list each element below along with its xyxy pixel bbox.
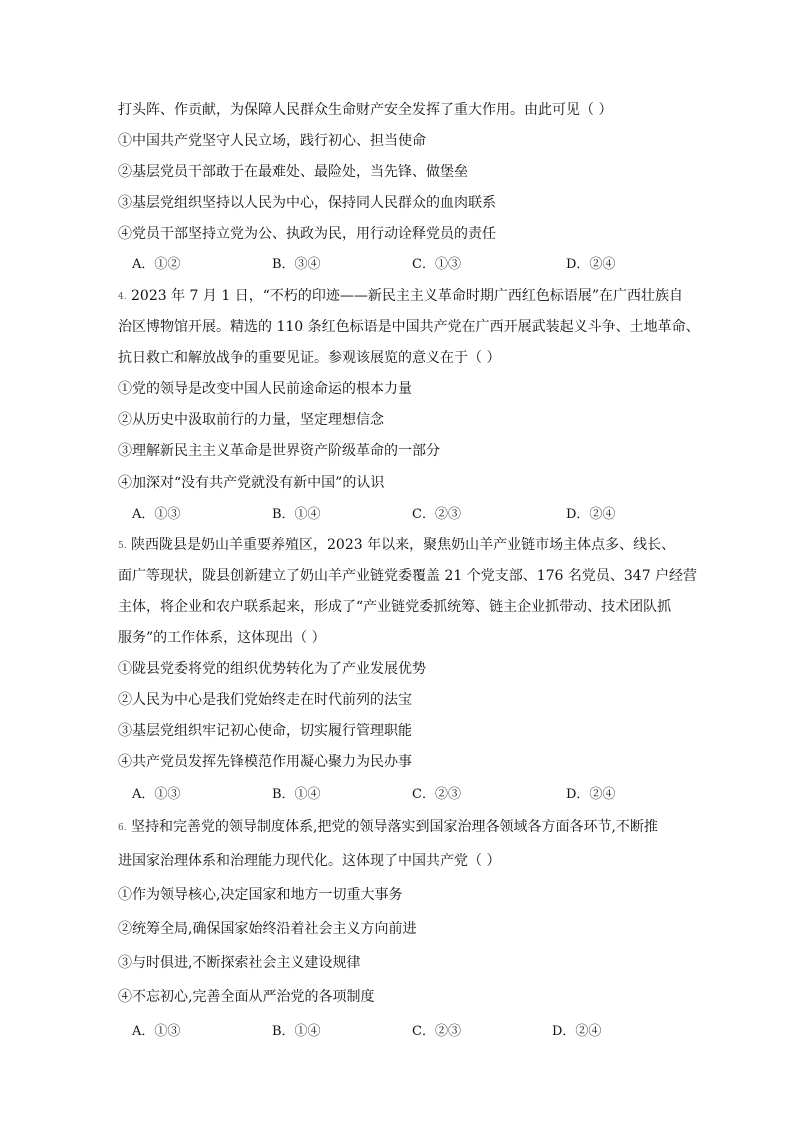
answer-item: ③基层党组织牢记初心使命，切实履行管理职能 xyxy=(118,723,412,739)
option-a: A．①② xyxy=(132,257,181,272)
option-c: C．②③ xyxy=(412,787,461,802)
answer-item: ②统筹全局,确保国家始终沿着社会主义方向前进 xyxy=(118,921,417,937)
question-stem: 治区博物馆开展。精选的 110 条红色标语是中国共产党在广西开展武装起义斗争、土地革命、 xyxy=(118,319,700,335)
answer-item: ①作为领导核心,决定国家和地方一切重大事务 xyxy=(118,887,403,903)
question-stem: 抗日救亡和解放战争的重要见证。参观该展览的意义在于（ ） xyxy=(118,350,501,366)
option-c: C．②③ xyxy=(412,507,461,522)
answer-item: ②基层党员干部敢于在最难处、最险处，当先锋、做堡垒 xyxy=(118,164,468,180)
answer-item: ③基层党组织坚持以人民为中心，保持同人民群众的血肉联系 xyxy=(118,195,496,211)
answer-item: ④加深对“没有共产党就没有新中国”的认识 xyxy=(118,475,385,491)
answer-item: ①陇县党委将党的组织优势转化为了产业发展优势 xyxy=(118,661,426,677)
option-b: B．①④ xyxy=(272,1024,321,1039)
option-c: C．②③ xyxy=(412,1024,461,1039)
option-b: B．①④ xyxy=(272,787,321,802)
option-a: A．①③ xyxy=(132,507,181,522)
options-row xyxy=(132,785,692,805)
question-stem: 坚持和完善党的领导制度体系,把党的领导落实到国家治理各领域各方面各环节,不断推 xyxy=(131,819,658,835)
answer-item: ①中国共产党坚守人民立场，践行初心、担当使命 xyxy=(118,133,426,149)
option-d: D．②④ xyxy=(566,787,616,802)
question-stem: 2023 年 7 月 1 日，“不朽的印迹——新民主主义革命时期广西红色标语展”在广西壮族自 xyxy=(131,288,684,304)
answer-item: ②从历史中汲取前行的力量，坚定理想信念 xyxy=(118,412,384,428)
question-stem: 陕西陇县是奶山羊重要养殖区，2023 年以来，聚焦奶山羊产业链市场主体点多、线长、 xyxy=(131,537,676,553)
answer-item: ④党员干部坚持立党为公、执政为民，用行动诠释党员的责任 xyxy=(118,226,496,242)
answer-item: ①党的领导是改变中国人民前途命运的根本力量 xyxy=(118,381,412,397)
question-stem: 进国家治理体系和治理能力现代化。这体现了中国共产党（ ） xyxy=(118,853,501,869)
options-row xyxy=(132,1022,692,1042)
question-number: 5. xyxy=(118,541,127,551)
option-d: D．②④ xyxy=(552,1024,602,1039)
answer-item: ④不忘初心,完善全面从严治党的各项制度 xyxy=(118,989,375,1005)
option-c: C．①③ xyxy=(412,257,461,272)
option-a: A．①③ xyxy=(132,787,181,802)
answer-item: ④共产党员发挥先锋模范作用凝心聚力为民办事 xyxy=(118,754,412,770)
option-b: B．①④ xyxy=(272,507,321,522)
answer-item: ③理解新民主主义革命是世界资产阶级革命的一部分 xyxy=(118,443,440,459)
question-number: 4. xyxy=(118,292,127,302)
question-stem: 主体，将企业和农户联系起来，形成了“产业链党委抓统筹、链主企业抓带动、技术团队抓 xyxy=(118,599,672,615)
answer-item: ②人民为中心是我们党始终走在时代前列的法宝 xyxy=(118,692,412,708)
question-number: 6. xyxy=(118,823,127,833)
question-stem: 服务”的工作体系，这体现出（ ） xyxy=(118,630,326,646)
option-d: D．②④ xyxy=(566,257,616,272)
option-b: B．③④ xyxy=(272,257,321,272)
answer-item: ③与时俱进,不断探索社会主义建设规律 xyxy=(118,955,361,971)
question-stem: 打头阵、作贡献，为保障人民群众生命财产安全发挥了重大作用。由此可见（ ） xyxy=(118,102,613,118)
option-d: D．②④ xyxy=(566,507,616,522)
options-row xyxy=(132,505,692,525)
option-a: A．①③ xyxy=(132,1024,181,1039)
options-row xyxy=(132,255,692,275)
question-stem: 面广等现状，陇县创新建立了奶山羊产业链党委覆盖 21 个党支部、176 名党员、347 户经营 xyxy=(118,568,698,584)
